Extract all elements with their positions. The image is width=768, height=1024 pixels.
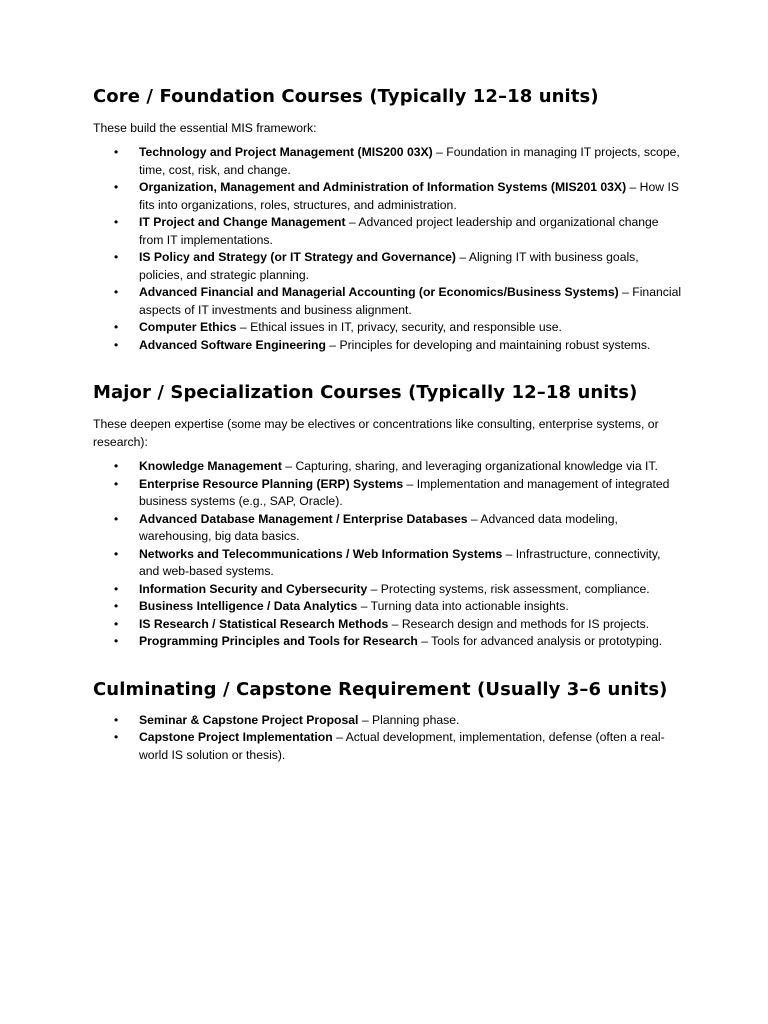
bullet-icon: • [114, 285, 119, 299]
course-description: – Aligning IT with business goals, policies, and strategic planning. [139, 250, 639, 282]
course-title: Programming Principles and Tools for Research [139, 634, 418, 648]
course-title: Business Intelligence / Data Analytics [139, 599, 358, 613]
course-description: – Advanced project leadership and organizational change from IT implementations. [139, 215, 659, 247]
section-heading: Culminating / Capstone Requirement (Usually 3–6 units) [93, 678, 668, 700]
course-title: Computer Ethics [139, 320, 237, 334]
bullet-icon: • [114, 546, 119, 561]
course-description: – Tools for advanced analysis or prototyping. [417, 634, 663, 648]
course-title: IT Project and Change Management [139, 215, 346, 229]
course-description: – Infrastructure, connectivity, and web-based systems. [139, 546, 661, 578]
course-description: – Implementation and management of integrated business systems (e.g., SAP, Oracle). [139, 476, 670, 508]
list-item [93, 712, 683, 730]
course-description: – Protecting systems, risk assessment, compliance. [367, 581, 650, 596]
bullet-icon: • [114, 459, 119, 473]
course-title: Seminar & Capstone Project Proposal [139, 712, 359, 727]
course-title: Information Security and Cybersecurity [139, 581, 368, 596]
bullet-icon: • [114, 712, 119, 727]
bullet-icon: • [114, 337, 119, 352]
bullet-icon: • [114, 616, 119, 631]
list-item [93, 616, 683, 634]
list-item [93, 581, 683, 599]
course-title: Organization, Management and Administration of Information Systems (MIS201 03X) [139, 180, 627, 194]
course-title: Advanced Financial and Managerial Accounting (or Economics/Business Systems) [139, 285, 619, 299]
course-title: Capstone Project Implementation [139, 730, 333, 744]
course-description: – Foundation in managing IT projects, scope, time, cost, risk, and change. [139, 145, 680, 177]
bullet-icon: • [114, 581, 119, 596]
list-item [93, 319, 683, 337]
bullet-icon: • [114, 476, 119, 491]
list-item [93, 598, 683, 616]
list-item [93, 337, 683, 355]
course-description: – Capturing, sharing, and leveraging organizational knowledge via IT. [281, 459, 658, 473]
course-list [93, 712, 683, 765]
list-item [93, 284, 683, 319]
section-heading: Core / Foundation Courses (Typically 12–18 units) [93, 86, 599, 107]
bullet-icon: • [114, 634, 119, 648]
list-item [93, 546, 683, 581]
course-title: Networks and Telecommunications / Web Information Systems [139, 546, 503, 561]
course-list [93, 458, 683, 651]
course-title: Knowledge Management [139, 459, 282, 473]
course-title: Technology and Project Management (MIS200 03X) [139, 145, 433, 159]
list-item [93, 511, 683, 546]
course-title: Advanced Database Management / Enterprise Databases [139, 511, 468, 526]
section-intro: These deepen expertise (some may be electives or concentrations like consulting, enterprise systems, or research): [93, 417, 659, 449]
course-description: – Research design and methods for IS projects. [388, 616, 650, 631]
list-item [93, 476, 683, 511]
section-heading: Major / Specialization Courses (Typically 12–18 units) [93, 382, 638, 403]
course-description: – Actual development, implementation, defense (often a real-world IS solution or thesis). [139, 730, 665, 762]
course-title: Enterprise Resource Planning (ERP) Systems [139, 476, 404, 491]
course-description: – Financial aspects of IT investments and business alignment. [139, 285, 682, 317]
document-body [93, 84, 683, 764]
bullet-icon: • [114, 180, 119, 194]
bullet-icon: • [114, 511, 119, 526]
bullet-icon: • [114, 145, 119, 159]
course-title: IS Policy and Strategy (or IT Strategy and Governance) [139, 250, 456, 264]
list-item [93, 633, 683, 651]
course-title: Advanced Software Engineering [139, 337, 326, 352]
course-description: – Ethical issues in IT, privacy, security, and responsible use. [236, 320, 562, 334]
course-description: – Turning data into actionable insights. [357, 599, 569, 613]
course-description: – How IS fits into organizations, roles, structures, and administration. [139, 180, 679, 212]
bullet-icon: • [114, 599, 119, 613]
list-item [93, 179, 683, 214]
course-list [93, 144, 683, 354]
list-item [93, 249, 683, 284]
course-description: – Planning phase. [358, 712, 460, 727]
course-title: IS Research / Statistical Research Methods [139, 616, 389, 631]
list-item [93, 214, 683, 249]
bullet-icon: • [114, 730, 119, 744]
bullet-icon: • [114, 320, 119, 334]
list-item [93, 729, 683, 764]
list-item [93, 144, 683, 179]
bullet-icon: • [114, 215, 119, 229]
course-description: – Principles for developing and maintaining robust systems. [325, 337, 651, 352]
bullet-icon: • [114, 250, 119, 264]
section-intro: These build the essential MIS framework: [93, 121, 317, 135]
list-item [93, 458, 683, 476]
course-description: – Advanced data modeling, warehousing, big data basics. [139, 511, 618, 543]
